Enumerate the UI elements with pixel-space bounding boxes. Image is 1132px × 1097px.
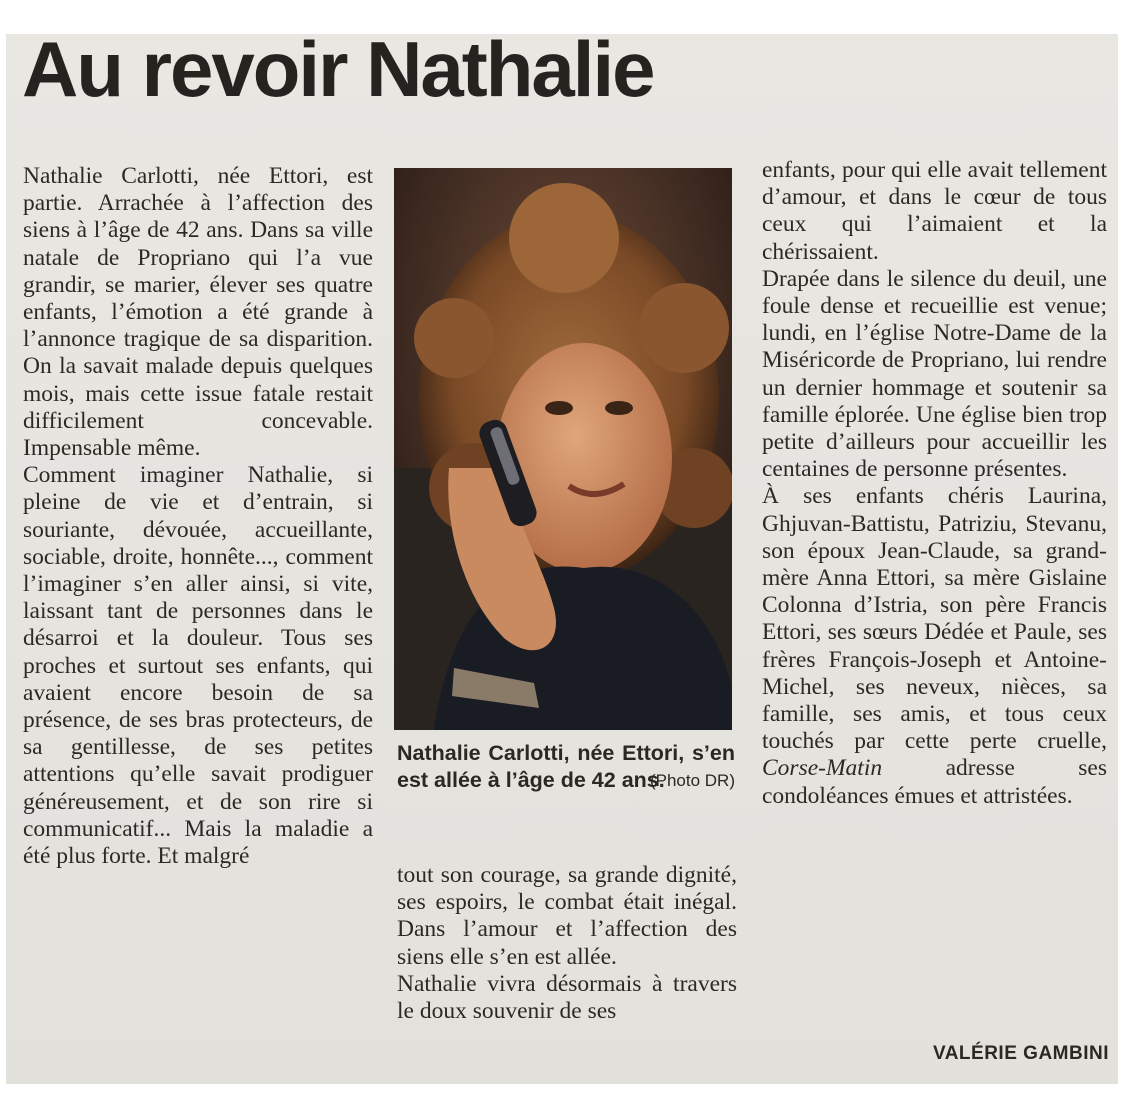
portrait-illustration xyxy=(394,168,732,730)
paragraph: Nathalie Carlotti, née Ettori, est partie. Arrachée à l’affection des siens à l’âge de 42 ans. Dans sa ville natale de Propriano qui l’a vue grandir, se marier, élever ses quatre enfants, l’émotion a été grande à l’annonce tragique de sa disparition. On la savait malade depuis quelques mois, mais cette issue fatale restait difficilement concevable. Impensable même. xyxy=(23,163,373,462)
caption-text: Nathalie Carlotti, née Ettori, s’en est allée à l’âge de 42 ans. xyxy=(397,741,735,792)
paragraph: enfants, pour qui elle avait tellement d’amour, et dans le cœur de tous ceux qui l’aimaient et la chérissaient. xyxy=(762,157,1107,265)
article-column-3 xyxy=(762,157,1107,810)
paragraph: tout son courage, sa grande dignité, ses espoirs, le combat était inégal. Dans l’amour et l’affection des siens elle s’en est allée. xyxy=(397,862,737,970)
paragraph: Nathalie vivra désormais à travers le doux souvenir de ses xyxy=(397,970,737,1025)
article-column-1 xyxy=(23,163,373,870)
photo-caption xyxy=(397,740,735,794)
condolence-text: À ses enfants chéris Laurina, Ghjuvan-Battistu, Patriziu, Stevanu, son époux Jean-Claude, sa grand-mère Anna Ettori, sa mère Gislaine Colonna d’Istria, son père Francis Ettori, ses sœurs Dédée et Paule, ses frères François-Joseph et Antoine-Michel, ses neveux, nièces, sa famille, ses amis, et tous ceux touchés par cette perte cruelle, xyxy=(762,483,1107,755)
paragraph xyxy=(762,483,1107,809)
paragraph: Drapée dans le silence du deuil, une foule dense et recueillie est venue; lundi, en l’église Notre-Dame de la Miséricorde de Propriano, lui rendre un dernier hommage et soutenir sa famille éplorée. Une église bien trop petite d’ailleurs pour accueillir les centaines de personne présentes. xyxy=(762,265,1107,483)
portrait-photo xyxy=(394,168,732,730)
paragraph: Comment imaginer Nathalie, si pleine de vie et d’entrain, si souriante, dévouée, accueillante, sociable, droite, honnête..., comment l’imaginer s’en aller ainsi, si vite, laissant tant de personnes dans le désarroi et la douleur. Tous ses proches et surtout ses enfants, qui avaient encore besoin de sa présence, de ses bras protecteurs, de sa gentillesse, de ses petites attentions qu’elle savait prodiguer généreusement, et de son rire si communicatif... Mais la maladie a été plus forte. Et malgré xyxy=(23,462,373,870)
author-byline: VALÉRIE GAMBINI xyxy=(932,1043,1109,1064)
article-column-2 xyxy=(397,862,737,1025)
newspaper-name: Corse-Matin xyxy=(762,755,883,782)
headline: Au revoir Nathalie xyxy=(22,25,654,113)
condolence-end: adresse ses condoléances émues et attristées. xyxy=(762,755,1107,809)
photo-credit: (Photo DR) xyxy=(649,771,735,790)
